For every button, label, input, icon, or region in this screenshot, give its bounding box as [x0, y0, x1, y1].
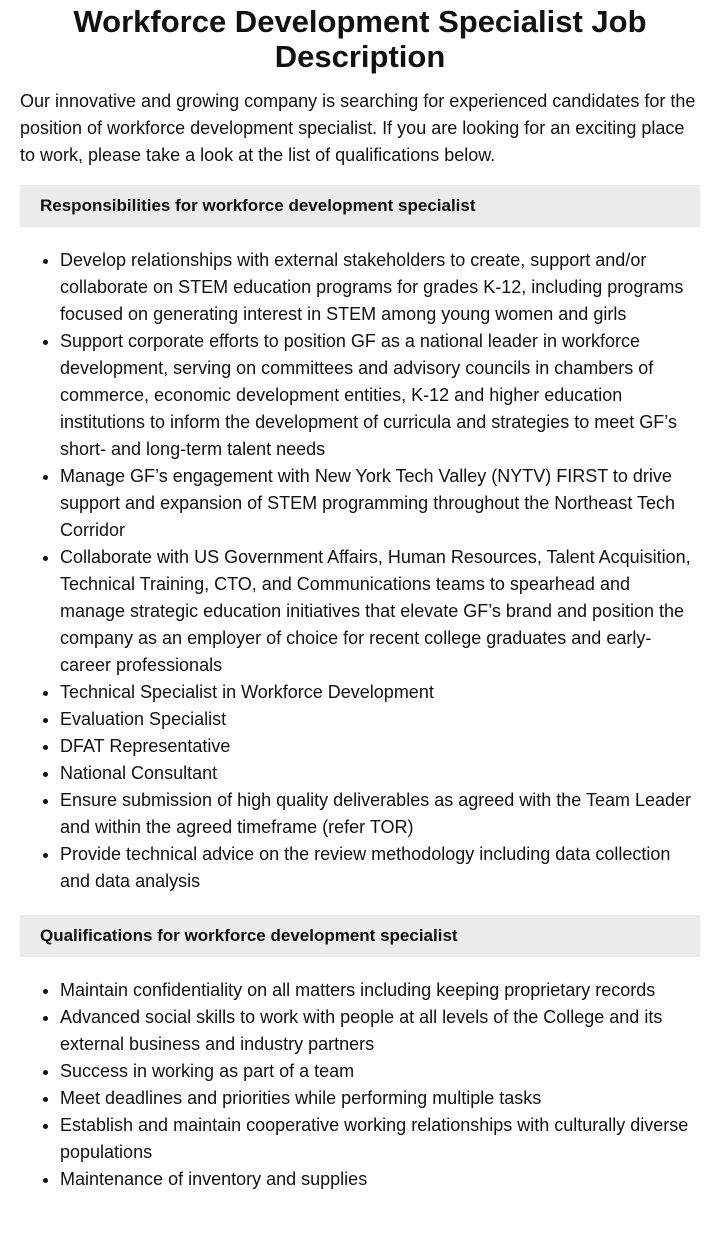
list-item: • National Consultant [60, 760, 700, 787]
list-item: • Support corporate efforts to position GF as a national leader in workforce development, serving on committees and advisory councils in chambers of commerce, economic development entities, K-12 and higher education institutions to inform the development of curricula and strategies to meet GF’s short- and long-term talent needs [60, 328, 700, 463]
list-item: • Success in working as part of a team [60, 1058, 700, 1085]
list-item: • Maintain confidentiality on all matters including keeping proprietary records [60, 977, 700, 1004]
responsibilities-heading: Responsibilities for workforce development specialist [20, 185, 700, 227]
list-item: • Technical Specialist in Workforce Development [60, 679, 700, 706]
list-item: • DFAT Representative [60, 733, 700, 760]
list-item: • Advanced social skills to work with people at all levels of the College and its external business and industry partners [60, 1004, 700, 1058]
list-item: • Evaluation Specialist [60, 706, 700, 733]
intro-paragraph: Our innovative and growing company is searching for experienced candidates for the position of workforce development specialist. If you are looking for an exciting place to work, please take a look at the list of qualifications below. [20, 91, 696, 165]
list-item: • Manage GF’s engagement with New York Tech Valley (NYTV) FIRST to drive support and expansion of STEM programming throughout the Northeast Tech Corridor [60, 463, 700, 544]
list-item: • Meet deadlines and priorities while performing multiple tasks [60, 1085, 700, 1112]
list-item: • Provide technical advice on the review methodology including data collection and data analysis [60, 841, 700, 895]
list-item: • Develop relationships with external stakeholders to create, support and/or collaborate on STEM education programs for grades K-12, including programs focused on generating interest in STEM among young women and girls [60, 247, 700, 328]
list-item: • Collaborate with US Government Affairs, Human Resources, Talent Acquisition, Technical Training, CTO, and Communications teams to spearhead and manage strategic education initiatives that elevate GF’s brand and position the company as an employer of choice for recent college graduates and early-career professionals [60, 544, 700, 679]
qualifications-list [20, 977, 700, 1193]
qualifications-heading: Qualifications for workforce development specialist [20, 915, 700, 957]
list-item: • Ensure submission of high quality deliverables as agreed with the Team Leader and within the agreed timeframe (refer TOR) [60, 787, 700, 841]
responsibilities-list [20, 247, 700, 895]
page-title: Workforce Development Specialist Job Description [73, 4, 647, 74]
list-item: • Maintenance of inventory and supplies [60, 1166, 700, 1193]
list-item: • Establish and maintain cooperative working relationships with culturally diverse populations [60, 1112, 700, 1166]
